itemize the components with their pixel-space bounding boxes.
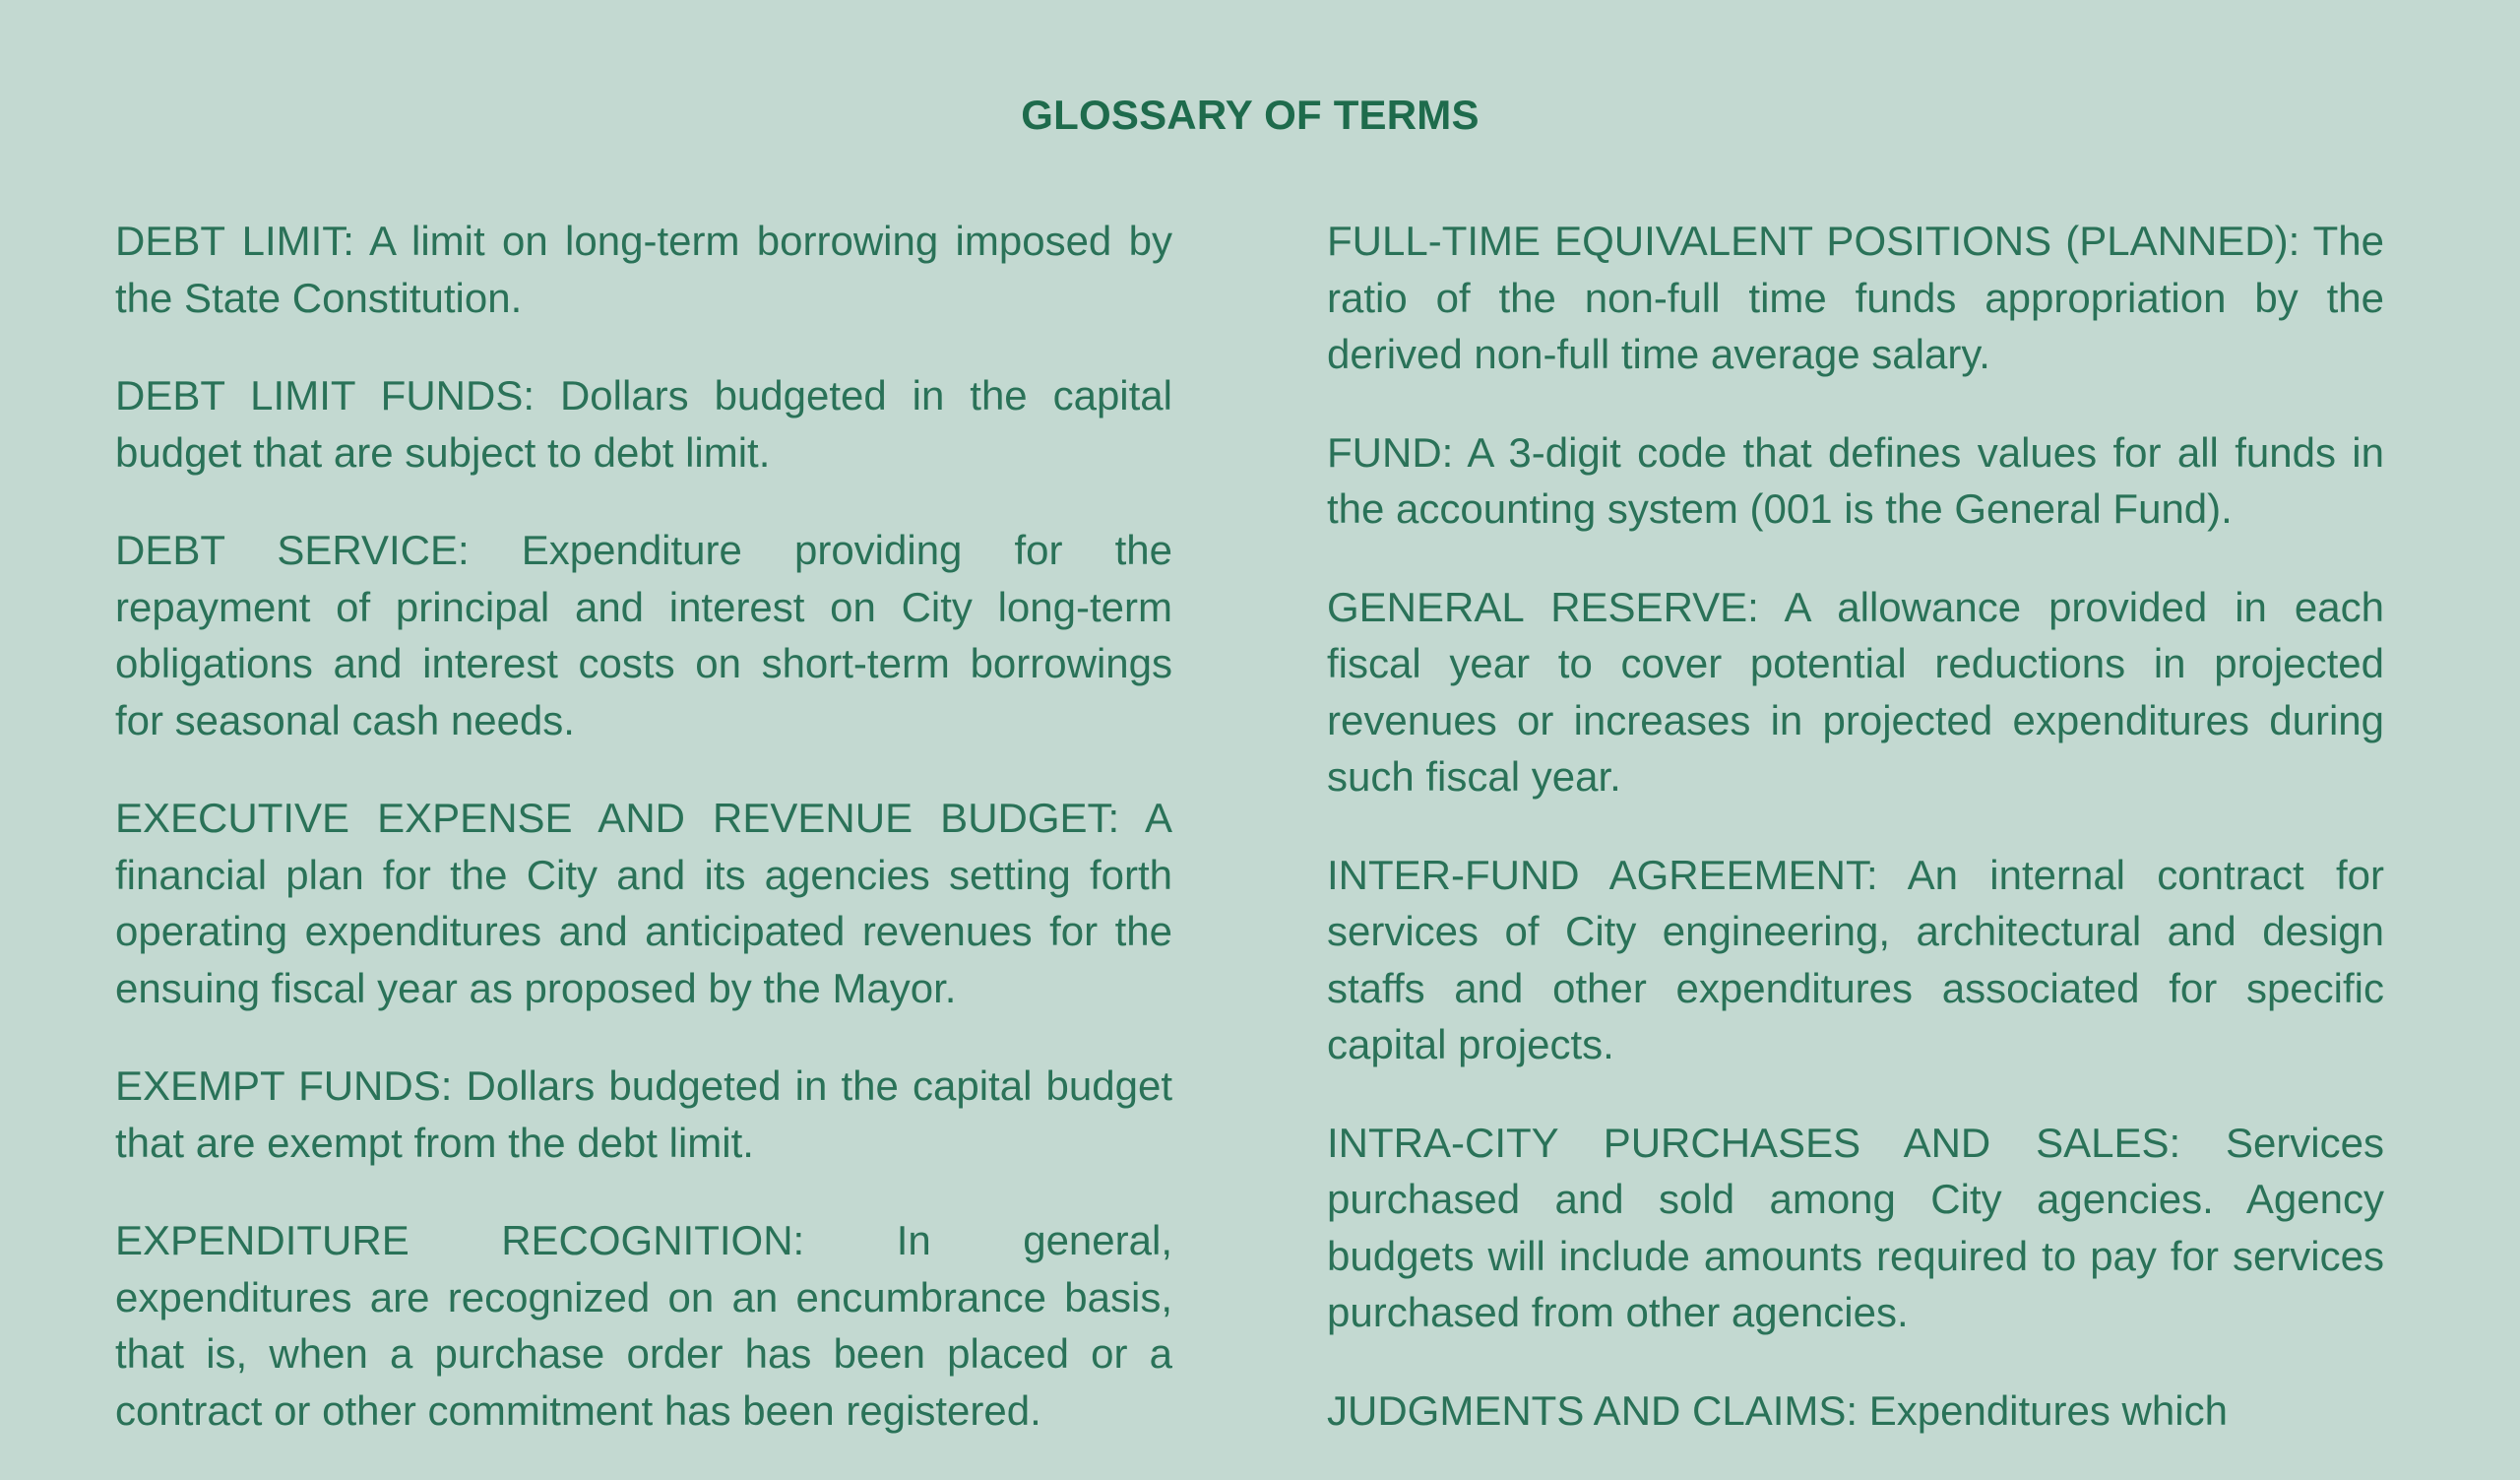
glossary-entry-debt-limit-funds: DEBT LIMIT FUNDS: Dollars budgeted in the capital budget that are subject to debt limit.: [115, 372, 1172, 476]
glossary-entry-debt-service: DEBT SERVICE: Expenditure providing for the repayment of principal and interest on City long-term obligations and interest costs on short-term borrowings for seasonal cash needs.: [115, 527, 1172, 743]
glossary-entry-judgments-and-claims: JUDGMENTS AND CLAIMS: Expenditures which: [1327, 1386, 2228, 1434]
glossary-entry-general-reserve: GENERAL RESERVE: A allowance provided in each fiscal year to cover potential reductions in projected revenues or increases in projected expenditures during such fiscal year.: [1327, 583, 2384, 800]
glossary-entry-full-time-equivalent-positions: FULL-TIME EQUIVALENT POSITIONS (PLANNED): The ratio of the non-full time funds appropriation by the derived non-full time average salary.: [1327, 218, 2384, 377]
glossary-entry-fund: FUND: A 3-digit code that defines values for all funds in the accounting system (001 is the General Fund).: [1327, 428, 2384, 532]
glossary-entry-expenditure-recognition: EXPENDITURE RECOGNITION: In general, expenditures are recognized on an encumbrance basis, that is, when a purchase order has been placed or a contract or other commitment has been registered.: [115, 1217, 1172, 1434]
left-column: [115, 213, 1172, 1480]
right-column: [1327, 213, 2384, 1480]
glossary-entry-intra-city-purchases-and-sales: INTRA-CITY PURCHASES AND SALES: Services purchased and sold among City agencies. Agency budgets will include amounts required to pay for services purchased from other agencies.: [1327, 1119, 2384, 1335]
glossary-entry-executive-expense-and-revenue-budget: EXECUTIVE EXPENSE AND REVENUE BUDGET: A financial plan for the City and its agencies setting forth operating expenditures and anticipated revenues for the ensuing fiscal year as proposed by the Mayor.: [115, 795, 1172, 1011]
glossary-entry-inter-fund-agreement: INTER-FUND AGREEMENT: An internal contract for services of City engineering, architectural and design staffs and other expenditures associated for specific capital projects.: [1327, 851, 2384, 1067]
page-title: GLOSSARY OF TERMS: [1021, 92, 1480, 139]
glossary-entry-debt-limit: DEBT LIMIT: A limit on long-term borrowing imposed by the State Constitution.: [115, 218, 1172, 321]
glossary-entry-exempt-funds: EXEMPT FUNDS: Dollars budgeted in the capital budget that are exempt from the debt limit.: [115, 1062, 1172, 1166]
